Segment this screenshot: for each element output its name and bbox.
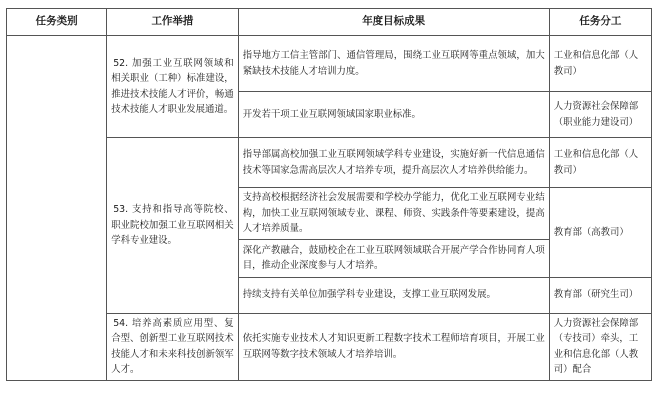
division-52-2: 人力资源社会保障部（职业能力建设司） [549, 92, 651, 138]
target-53-4: 持续支持有关单位加强学科专业建设，支撑工业互联网发展。 [238, 277, 549, 313]
measure-53: 53. 支持和指导高等院校、职业院校加强工业互联网相关学科专业建设。 [107, 138, 239, 314]
division-52-1: 工业和信息化部（人教司） [549, 36, 651, 92]
division-53-1: 工业和信息化部（人教司） [549, 138, 651, 188]
header-measure: 工作举措 [107, 9, 239, 36]
target-53-3: 深化产教融合，鼓励校企在工业互联网领域联合开展产学合作协同育人项目，推动企业深度参与人才培养。 [238, 239, 549, 277]
target-54-1: 依托实施专业技术人才知识更新工程数字技术工程师培育项目，开展工业互联网等数字技术领域人才培养培训。 [238, 313, 549, 380]
measure-52: 52. 加强工业互联网领域和相关职业（工种）标准建设，推进技术技能人才评价，畅通技术技能人才职业发展通道。 [107, 36, 239, 138]
target-52-1: 指导地方工信主管部门、通信管理局，围绕工业互联网等重点领域，加大紧缺技术技能人才培训力度。 [238, 36, 549, 92]
header-target: 年度目标成果 [238, 9, 549, 36]
header-division: 任务分工 [549, 9, 651, 36]
task-table [6, 8, 652, 381]
measure-54: 54. 培养高素质应用型、复合型、创新型工业互联网技术技能人才和未来科技创新领军人才。 [107, 313, 239, 380]
target-52-2: 开发若干项工业互联网领域国家职业标准。 [238, 92, 549, 138]
header-category: 任务类别 [7, 9, 107, 36]
division-53-2: 教育部（高教司） [549, 188, 651, 278]
table-row [7, 36, 652, 92]
category-cell [7, 36, 107, 381]
division-53-4: 教育部（研究生司） [549, 277, 651, 313]
table-header-row [7, 9, 652, 36]
target-53-1: 指导部属高校加强工业互联网领域学科专业建设，实施好新一代信息通信技术等国家急需高层次人才培养专项，提升高层次人才培养供给能力。 [238, 138, 549, 188]
division-54-1: 人力资源社会保障部（专技司）牵头，工业和信息化部（人教司）配合 [549, 313, 651, 380]
target-53-2: 支持高校根据经济社会发展需要和学校办学能力，优化工业互联网专业结构，加快工业互联网领域专业、课程、师资、实践条件等要素建设，提高人才培养质量。 [238, 188, 549, 240]
